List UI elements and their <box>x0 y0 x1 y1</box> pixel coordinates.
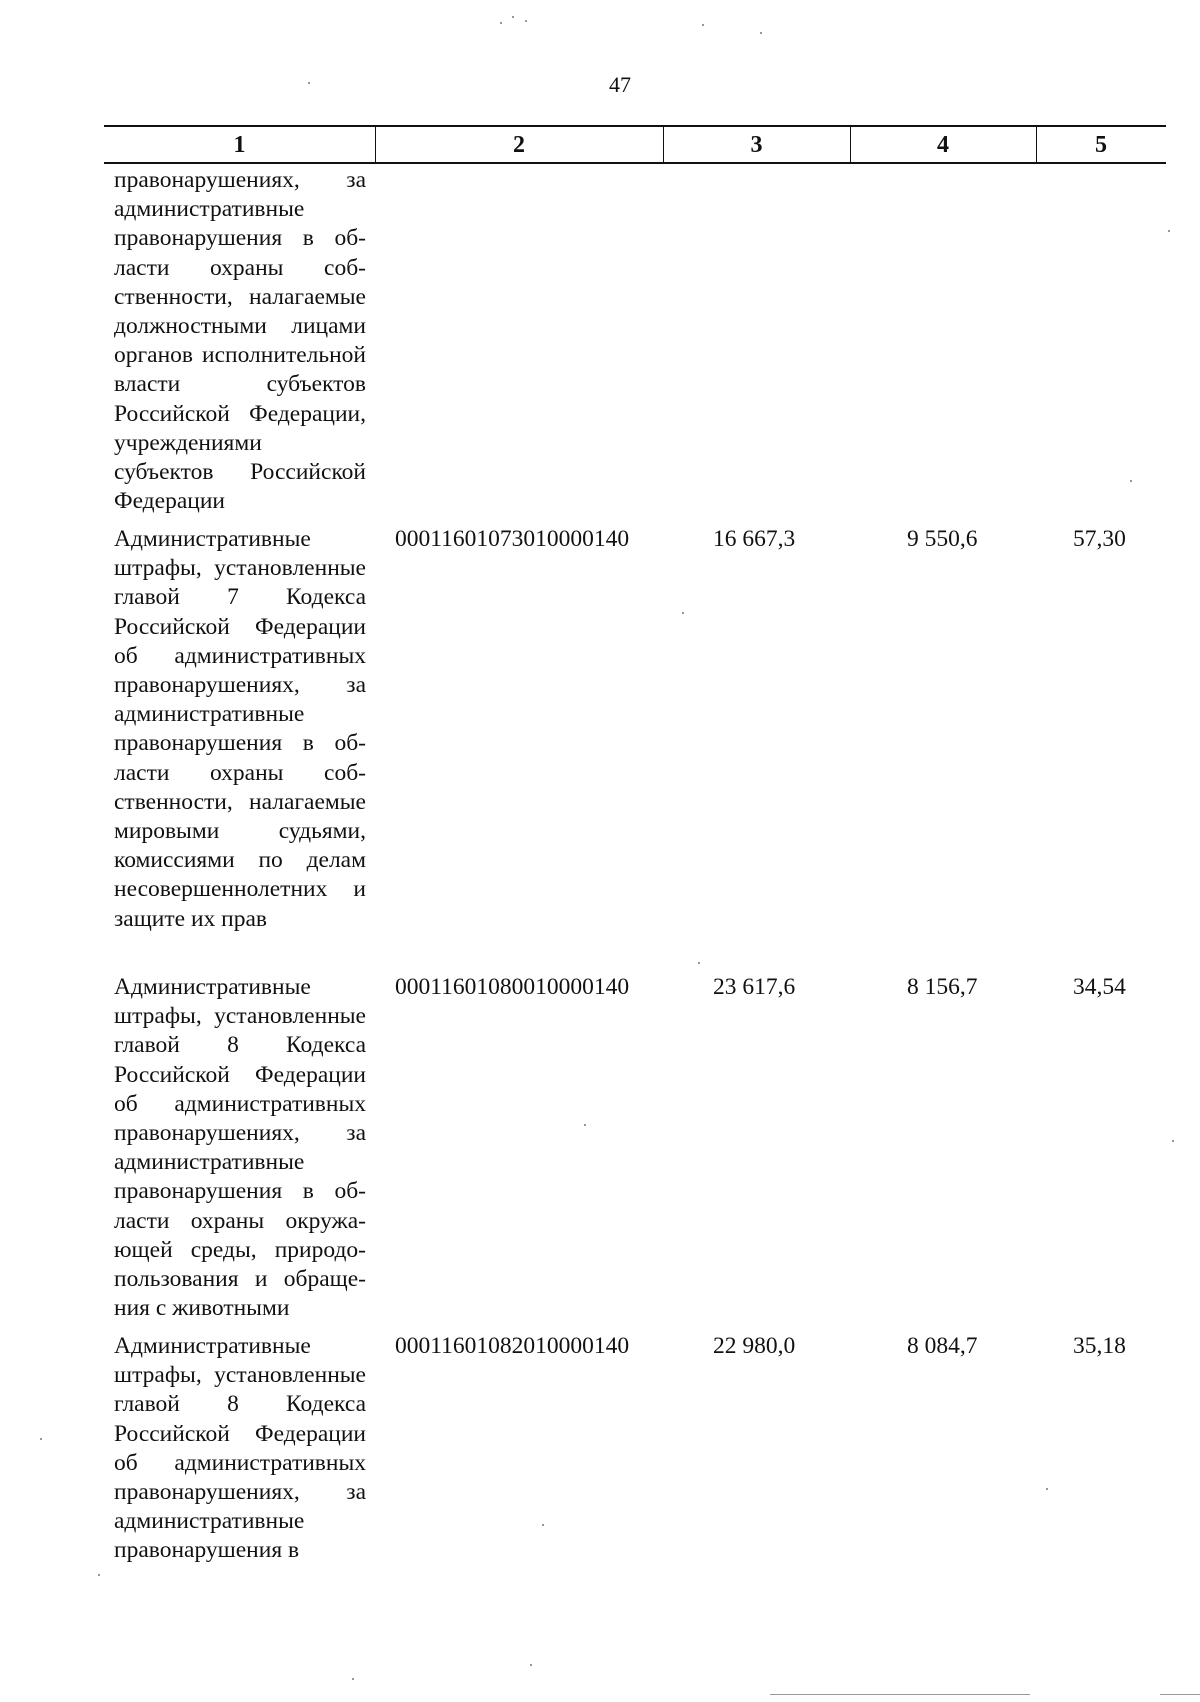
row-value-col3: 22 980,0 <box>713 1333 796 1359</box>
scan-speck <box>352 1678 354 1680</box>
bottom-scan-line <box>1160 1694 1200 1695</box>
scan-speck <box>98 1574 100 1576</box>
scan-speck <box>702 24 704 26</box>
row-code: 00011601080010000140 <box>395 974 630 1000</box>
header-top-rule <box>104 125 1166 127</box>
row-value-col4: 8 084,7 <box>907 1333 978 1359</box>
scan-speck <box>500 22 502 24</box>
bottom-scan-line <box>770 1694 1030 1695</box>
header-cell-5: 5 <box>1095 132 1107 158</box>
scan-speck <box>760 32 762 34</box>
scan-speck <box>682 612 684 614</box>
row-value-col5: 57,30 <box>1073 526 1126 552</box>
row-code: 00011601082010000140 <box>395 1333 630 1359</box>
scan-speck <box>698 962 700 964</box>
scan-speck <box>530 1664 532 1666</box>
row-value-col5: 34,54 <box>1073 974 1126 1000</box>
scan-speck <box>584 1124 586 1126</box>
header-cell-2: 2 <box>513 132 525 158</box>
row-description: Административные штрафы, установленные главой 8 Кодекса Российской Федерации об административных правонарушениях, за административные правонарушения в области охраны окружающей среды, природопользования и обращения с животными <box>114 974 366 1322</box>
row-value-col4: 8 156,7 <box>907 974 978 1000</box>
scan-speck <box>512 16 514 18</box>
row-value-col3: 16 667,3 <box>713 526 796 552</box>
scan-speck <box>525 20 527 22</box>
page-number: 47 <box>609 72 631 97</box>
header-cell-1: 1 <box>233 132 246 158</box>
row-code: 00011601073010000140 <box>395 526 630 552</box>
scan-speck <box>1168 230 1170 232</box>
scan-speck <box>1130 480 1132 482</box>
scan-speck <box>308 82 310 84</box>
row-value-col3: 23 617,6 <box>713 974 796 1000</box>
row-description: Административные штрафы, установленные главой 8 Кодекса Российской Федерации об административных правонарушениях, за административные правонарушения в <box>114 1333 366 1564</box>
row-description: Административные штрафы, установленные главой 7 Кодекса Российской Федерации об административных правонарушениях, за административные правонарушения в области охраны собственности, налагаемые мировыми судьями, комиссиями по делам несовершеннолетних и защите их прав <box>114 526 366 932</box>
header-cell-4: 4 <box>937 132 949 158</box>
row-description: правонарушениях, за административные правонарушения в области охраны собственности, налагаемые должностными лицами органов исполнительной власти субъектов Российской Федерации, учреждениями субъектов Российской Федерации <box>114 167 366 515</box>
scan-speck <box>1046 1488 1048 1490</box>
row-value-col4: 9 550,6 <box>907 526 978 552</box>
scan-speck <box>1172 1140 1174 1142</box>
scan-speck <box>542 1524 544 1526</box>
header-bottom-rule <box>104 162 1166 164</box>
header-cell-3: 3 <box>750 132 763 158</box>
row-value-col5: 35,18 <box>1073 1333 1126 1359</box>
scan-speck <box>40 1438 42 1440</box>
